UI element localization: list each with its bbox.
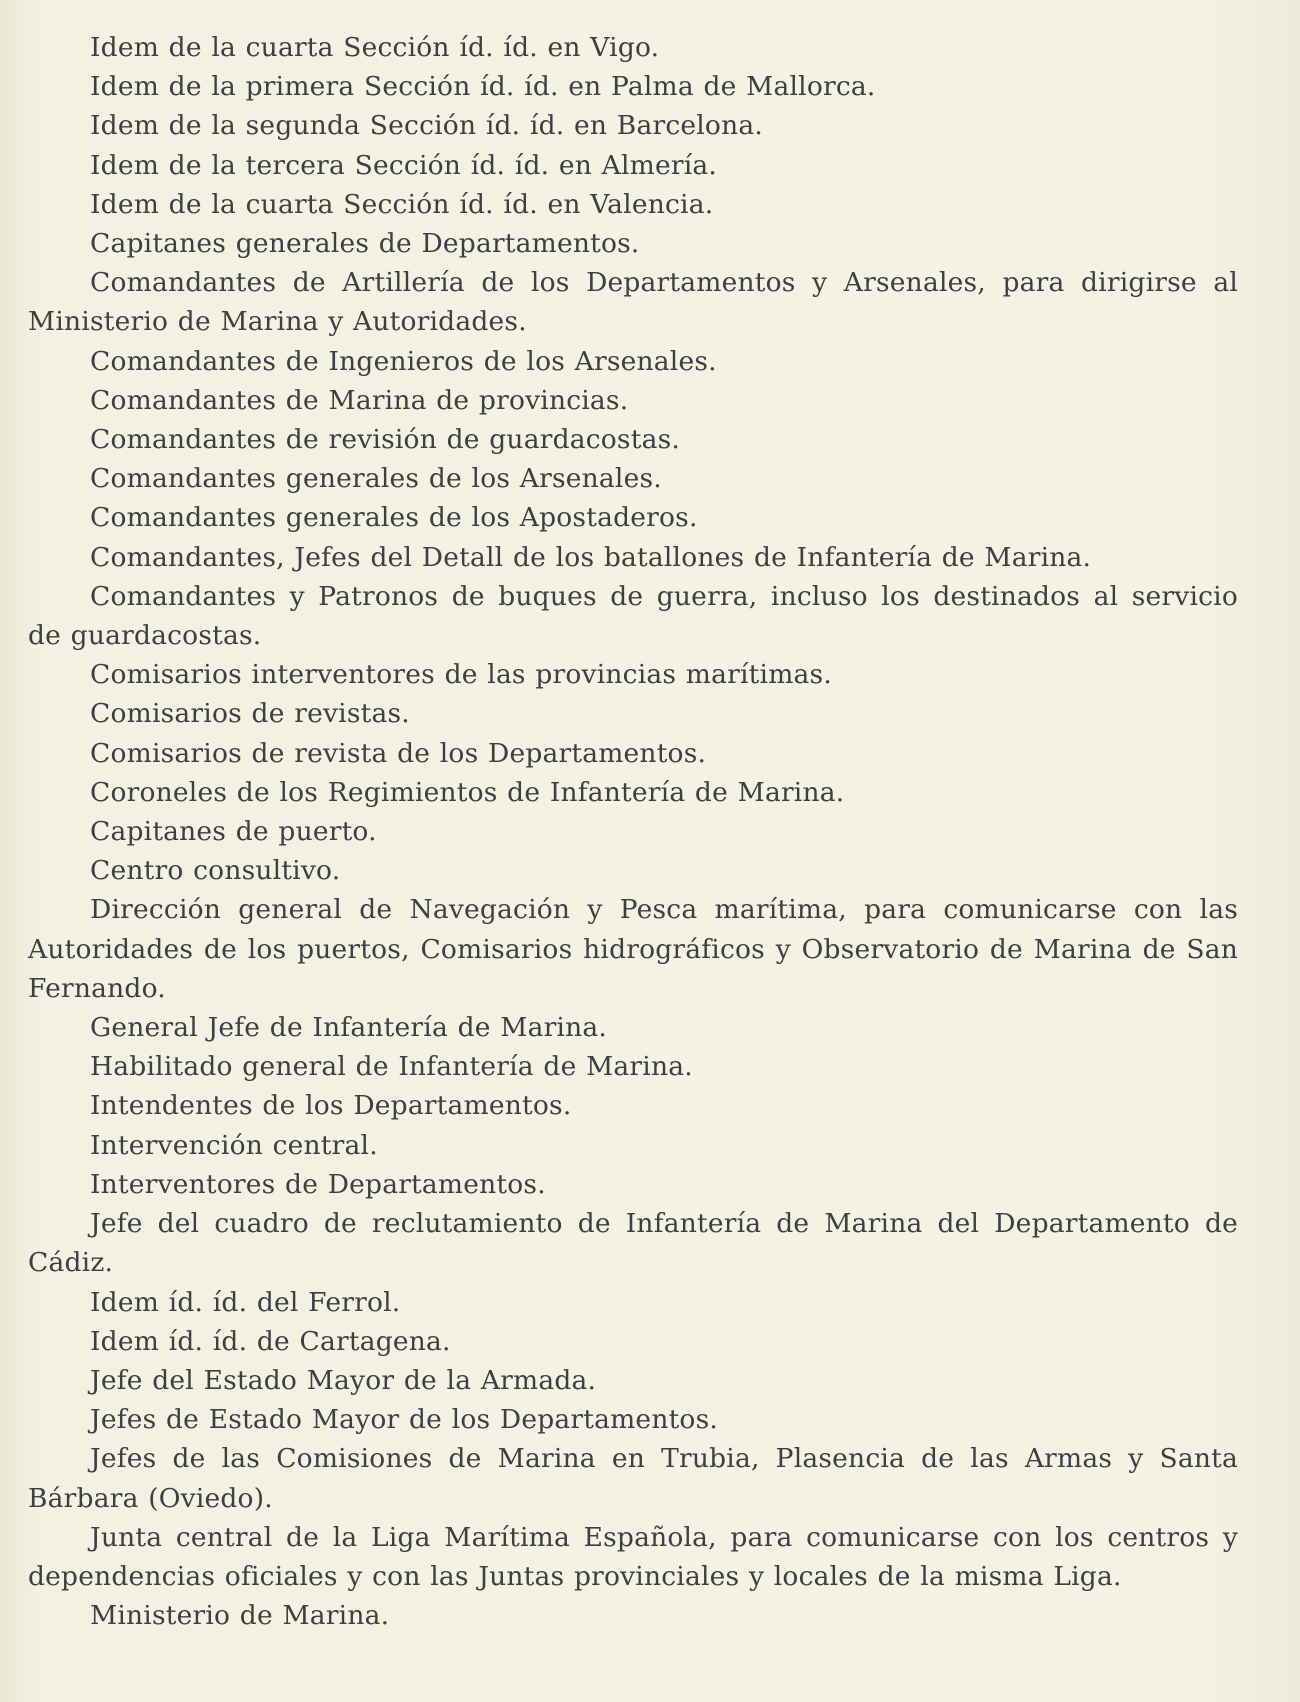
list-entry: Capitanes generales de Departamentos. xyxy=(90,228,640,260)
list-entry: Junta central de la Liga Marítima Española, para comunicarse con los centros y dependencias oficiales y con las Juntas provinciales y locales de la misma Liga. xyxy=(28,1521,1238,1592)
list-entry: Idem de la cuarta Sección íd. íd. en Valencia. xyxy=(90,188,714,220)
list-entry: Capitanes de puerto. xyxy=(90,816,377,848)
list-entry: Comandantes de Ingenieros de los Arsenales. xyxy=(90,345,717,377)
list-entry: Interventores de Departamentos. xyxy=(90,1168,546,1200)
list-entry: Dirección general de Navegación y Pesca marítima, para comunicarse con las Autoridades de los puertos, Comisarios hidrográficos y Observatorio de Marina de San Fernando. xyxy=(28,894,1238,1004)
list-entry: Idem de la cuarta Sección íd. íd. en Vigo. xyxy=(90,32,660,63)
list-entry: Comandantes de Artillería de los Departamentos y Arsenales, para dirigirse al Ministerio de Marina y Autoridades. xyxy=(28,267,1238,338)
list-entry: Comandantes, Jefes del Detall de los batallones de Infantería de Marina. xyxy=(90,541,1092,573)
list-entry: Ministerio de Marina. xyxy=(90,1600,390,1632)
list-entry: Intendentes de los Departamentos. xyxy=(90,1090,572,1122)
list-entry: Idem íd. íd. de Cartagena. xyxy=(90,1325,451,1357)
list-entry: Comisarios interventores de las provincias marítimas. xyxy=(90,659,832,691)
entry-list xyxy=(28,28,1238,1635)
list-entry: Comisarios de revista de los Departamentos. xyxy=(90,737,707,769)
list-entry: Habilitado general de Infantería de Marina. xyxy=(90,1051,693,1083)
list-entry: Comandantes generales de los Apostaderos. xyxy=(90,502,698,534)
list-entry: Coroneles de los Regimientos de Infantería de Marina. xyxy=(90,776,845,808)
list-entry: Idem de la primera Sección íd. íd. en Palma de Mallorca. xyxy=(90,71,876,103)
list-entry: Idem de la segunda Sección íd. íd. en Barcelona. xyxy=(90,110,763,142)
list-entry: Jefe del Estado Mayor de la Armada. xyxy=(90,1364,597,1396)
list-entry: General Jefe de Infantería de Marina. xyxy=(90,1012,607,1044)
list-entry: Jefe del cuadro de reclutamiento de Infantería de Marina del Departamento de Cádiz. xyxy=(28,1208,1238,1279)
list-entry: Idem de la tercera Sección íd. íd. en Almería. xyxy=(90,149,718,181)
list-entry: Comandantes y Patronos de buques de guerra, incluso los destinados al servicio de guardacostas. xyxy=(28,580,1238,652)
list-entry: Comandantes generales de los Arsenales. xyxy=(90,463,662,495)
list-entry: Intervención central. xyxy=(90,1129,378,1161)
list-entry: Centro consultivo. xyxy=(90,855,341,887)
list-entry: Comandantes de revisión de guardacostas. xyxy=(90,424,680,456)
list-entry: Idem íd. íd. del Ferrol. xyxy=(90,1286,401,1318)
list-entry: Jefes de las Comisiones de Marina en Trubia, Plasencia de las Armas y Santa Bárbara (Oviedo). xyxy=(28,1443,1238,1514)
list-entry: Comandantes de Marina de provincias. xyxy=(90,384,629,416)
list-entry: Jefes de Estado Mayor de los Departamentos. xyxy=(90,1404,719,1436)
list-entry: Comisarios de revistas. xyxy=(90,698,410,730)
